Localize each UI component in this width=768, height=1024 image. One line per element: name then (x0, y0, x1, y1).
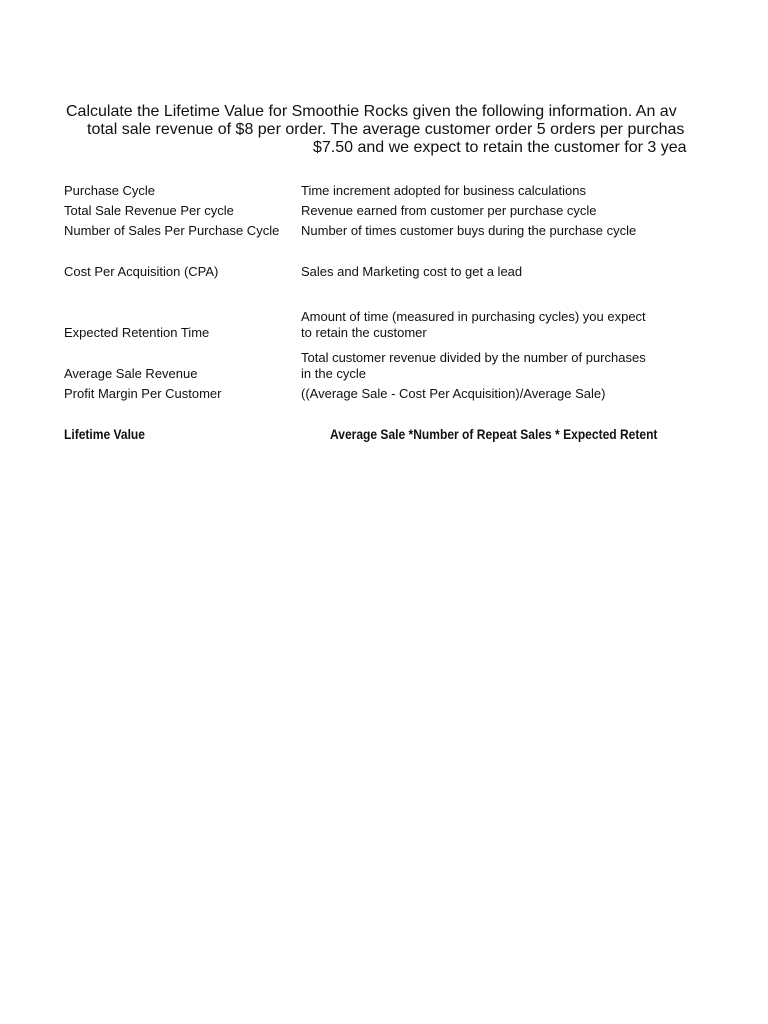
problem-statement-line-3: $7.50 and we expect to retain the customer for 3 yea (313, 139, 687, 156)
definition-expected-retention-line-2: to retain the customer (301, 325, 427, 340)
definition-cost-per-acquisition: Sales and Marketing cost to get a lead (301, 264, 523, 279)
lifetime-value-formula: Average Sale *Number of Repeat Sales * Expected Retent (330, 426, 658, 442)
problem-statement-line-2: total sale revenue of $8 per order. The average customer order 5 orders per purchas (87, 121, 685, 138)
label-purchase-cycle: Purchase Cycle (64, 183, 156, 198)
problem-statement-line-1: Calculate the Lifetime Value for Smoothie Rocks given the following information. An av (66, 103, 677, 120)
label-number-of-sales: Number of Sales Per Purchase Cycle (64, 223, 280, 238)
label-total-sale-revenue: Total Sale Revenue Per cycle (64, 203, 234, 218)
definition-average-sale-line-1: Total customer revenue divided by the number of purchases (301, 350, 646, 365)
definition-profit-margin: ((Average Sale - Cost Per Acquisition)/Average Sale) (301, 386, 606, 401)
label-expected-retention-time: Expected Retention Time (64, 325, 210, 340)
definition-average-sale-line-2: in the cycle (301, 366, 367, 381)
label-average-sale-revenue: Average Sale Revenue (64, 366, 198, 381)
label-profit-margin: Profit Margin Per Customer (64, 386, 222, 401)
label-cost-per-acquisition: Cost Per Acquisition (CPA) (64, 264, 219, 279)
definition-number-of-sales: Number of times customer buys during the purchase cycle (301, 223, 637, 238)
definition-purchase-cycle: Time increment adopted for business calculations (301, 183, 586, 198)
definition-total-sale-revenue: Revenue earned from customer per purchase cycle (301, 203, 597, 218)
lifetime-value-label: Lifetime Value (64, 426, 145, 442)
definition-expected-retention-line-1: Amount of time (measured in purchasing cycles) you expect (301, 309, 646, 324)
